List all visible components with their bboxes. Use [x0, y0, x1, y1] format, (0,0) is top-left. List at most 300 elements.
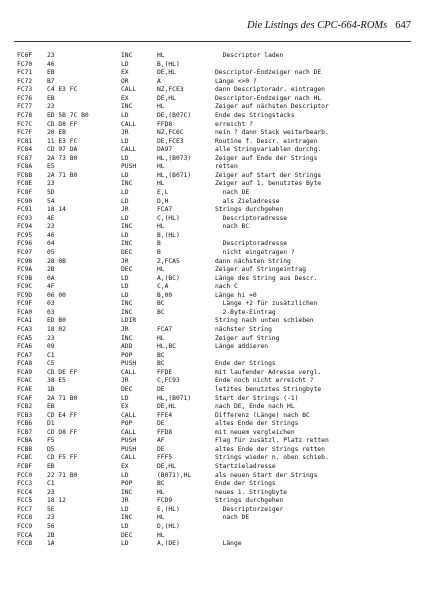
operand: HL: [157, 223, 165, 231]
comment: als Zieladresse: [215, 197, 280, 205]
opcode-bytes: 5D: [47, 189, 55, 196]
address: FC70: [17, 60, 33, 68]
mnemonic: DEC: [121, 248, 133, 256]
address: FCBA: [17, 437, 33, 445]
address: FC77: [17, 103, 33, 111]
mnemonic: INC: [121, 300, 133, 308]
opcode-bytes: 18 12: [47, 497, 66, 505]
address: FC96: [17, 240, 33, 248]
opcode-bytes: 18 02: [47, 326, 66, 333]
listing-row: [17, 189, 417, 198]
listing-row: [17, 360, 417, 369]
address: FC9D: [17, 291, 33, 299]
comment: Strings durchgehen: [215, 497, 284, 505]
comment: dann nächsten String: [215, 257, 291, 265]
comment: Flag für zusätzl. Platz retten: [215, 437, 329, 445]
address: FCA9: [17, 368, 33, 376]
listing-row: [17, 429, 417, 438]
address: FCA5: [17, 334, 33, 342]
comment: Ende der Strings: [215, 480, 276, 488]
opcode-bytes: 0A: [47, 274, 55, 282]
address: FCC7: [17, 505, 33, 513]
listing-row: [17, 472, 417, 481]
operand: BC: [157, 308, 165, 316]
address: FCC4: [17, 488, 33, 496]
comment: Zeiger auf Start der Strings: [215, 171, 322, 179]
opcode-bytes: 54: [47, 197, 55, 205]
operand: B,(HL): [157, 231, 180, 239]
mnemonic: DEC: [121, 266, 133, 274]
listing-row: [17, 232, 417, 241]
opcode-bytes: CD DE FF: [47, 368, 78, 376]
opcode-bytes: CD F5 FF: [47, 454, 78, 462]
listing-row: [17, 412, 417, 421]
comment: erreicht ?: [215, 120, 253, 128]
mnemonic: LD: [121, 283, 129, 291]
operand: B: [157, 240, 161, 248]
listing-row: [17, 69, 417, 78]
comment: nicht eingetragen ?: [215, 248, 295, 256]
address: FC91: [17, 206, 33, 214]
operand: DE,HL: [157, 69, 176, 77]
operand: HL: [157, 266, 165, 274]
comment: nach DE, Ende nach HL: [215, 403, 295, 411]
mnemonic: CALL: [121, 146, 137, 154]
listing-row: [17, 249, 417, 258]
mnemonic: LD: [121, 171, 129, 179]
operand: HL,(B071): [157, 171, 192, 179]
comment: mit neuem vergleichen: [215, 428, 295, 436]
comment: altes Ende der Strings retten: [215, 445, 325, 453]
operand: HL: [157, 163, 165, 171]
comment: Länge +2 für zusätzlichen: [215, 300, 318, 308]
listing-row: [17, 480, 417, 489]
address: FC9B: [17, 274, 33, 282]
address: FC72: [17, 77, 33, 85]
address: FCB6: [17, 420, 33, 428]
opcode-bytes: 09: [47, 343, 55, 351]
mnemonic: DEC: [121, 531, 133, 539]
address: FC90: [17, 197, 33, 205]
comment: nach BC: [215, 223, 250, 231]
listing-row: [17, 172, 417, 181]
operand: DE,HL: [157, 94, 176, 102]
opcode-bytes: 1B: [47, 385, 55, 393]
operand: BC: [157, 480, 165, 488]
listing-row: [17, 86, 417, 95]
address: FCCA: [17, 531, 33, 539]
operand: BC: [157, 300, 165, 308]
listing-row: [17, 163, 417, 172]
address: FCAF: [17, 394, 33, 402]
opcode-bytes: 06 00: [47, 291, 66, 299]
address: FCC5: [17, 497, 33, 505]
address: FC97: [17, 248, 33, 256]
mnemonic: PUSH: [121, 360, 137, 368]
opcode-bytes: 2A 73 B0: [47, 154, 78, 162]
operand: C,A: [157, 283, 169, 291]
opcode-bytes: D5: [47, 445, 55, 453]
operand: HL: [157, 180, 165, 188]
opcode-bytes: 46: [47, 60, 55, 68]
comment: Descriptorzeiger: [215, 505, 284, 513]
comment: nach C: [215, 283, 238, 291]
mnemonic: LD: [121, 274, 129, 282]
listing-row: [17, 103, 417, 112]
mnemonic: INC: [121, 52, 133, 59]
operand: HL,(B073): [157, 154, 192, 162]
mnemonic: LD: [121, 60, 129, 68]
address: FCCB: [17, 540, 33, 548]
address: FC9C: [17, 283, 33, 291]
comment: Routine f. Descr. eintragen: [215, 137, 318, 145]
listing-row: [17, 52, 417, 61]
comment: nächster String: [215, 326, 272, 333]
listing-row: [17, 138, 417, 147]
opcode-bytes: E5: [47, 163, 55, 171]
mnemonic: LD: [121, 111, 129, 119]
operand: E,L: [157, 189, 169, 196]
listing-row: [17, 275, 417, 284]
operand: DE: [157, 445, 165, 453]
comment: dann Descriptoradr. eintragen: [215, 86, 325, 94]
address: FC6F: [17, 52, 33, 59]
opcode-bytes: ED B0: [47, 317, 66, 325]
address: FCA1: [17, 317, 33, 325]
mnemonic: LD: [121, 505, 129, 513]
mnemonic: PUSH: [121, 163, 137, 171]
listing-row: [17, 377, 417, 386]
address: FC94: [17, 223, 33, 231]
comment: Zeiger auf 1. benutztes Byte: [215, 180, 322, 188]
address: FC7C: [17, 120, 33, 128]
operand: BC: [157, 360, 165, 368]
operand: A: [157, 77, 161, 85]
operand: AF: [157, 437, 165, 445]
operand: FFE4: [157, 411, 173, 419]
opcode-bytes: 18 14: [47, 206, 66, 214]
operand: A,(DE): [157, 540, 180, 548]
address: FCB7: [17, 428, 33, 436]
mnemonic: POP: [121, 480, 133, 488]
opcode-bytes: 04: [47, 240, 55, 248]
comment: nach DE: [215, 514, 250, 522]
mnemonic: LD: [121, 137, 129, 145]
mnemonic: LD: [121, 522, 129, 530]
operand: DE,HL: [157, 463, 176, 470]
operand: HL,BC: [157, 343, 176, 351]
operand: DE,FCE3: [157, 137, 184, 145]
opcode-bytes: 4E: [47, 214, 55, 222]
operand: HL,(B071): [157, 394, 192, 402]
operand: BC: [157, 351, 165, 359]
opcode-bytes: ED 5B 7C B0: [47, 111, 89, 119]
opcode-bytes: 20 EB: [47, 129, 66, 137]
comment: 2-Byte-Eintrag: [215, 308, 276, 316]
comment: Ende des Stringstacks: [215, 111, 295, 119]
address: FC76: [17, 94, 33, 102]
address: FC9F: [17, 300, 33, 308]
address: FCA8: [17, 360, 33, 368]
mnemonic: INC: [121, 514, 133, 522]
comment: Strings wieder n. oben schieb.: [215, 454, 329, 462]
comment: Descriptoradresse: [215, 240, 288, 248]
mnemonic: LD: [121, 291, 129, 299]
mnemonic: INC: [121, 334, 133, 342]
mnemonic: CALL: [121, 368, 137, 376]
comment: neues 1. Stringbyte: [215, 488, 288, 496]
address: FCAE: [17, 385, 33, 393]
address: FC93: [17, 214, 33, 222]
opcode-bytes: 38 E5: [47, 377, 66, 385]
comment: retten: [215, 163, 238, 171]
operand: FFD8: [157, 120, 173, 128]
operand: HL: [157, 514, 165, 522]
listing-row: [17, 437, 417, 446]
operand: D,(HL): [157, 522, 180, 530]
operand: DA97: [157, 146, 173, 154]
comment: letztes benutztes Stringbyte: [215, 385, 322, 393]
operand: FCA7: [157, 206, 173, 214]
listing-row: [17, 446, 417, 455]
comment: Descriptor-Endzeiger nach HL: [215, 94, 322, 102]
operand: B: [157, 248, 161, 256]
address: FCA6: [17, 343, 33, 351]
listing-row: [17, 300, 417, 309]
mnemonic: EX: [121, 403, 129, 411]
listing-row: [17, 326, 417, 335]
comment: nach DE: [215, 189, 250, 196]
mnemonic: EX: [121, 463, 129, 470]
listing-row: [17, 454, 417, 463]
opcode-bytes: C4 E3 FC: [47, 86, 78, 94]
listing-row: [17, 180, 417, 189]
opcode-bytes: EB: [47, 463, 55, 470]
opcode-bytes: CD E4 FF: [47, 411, 78, 419]
mnemonic: CALL: [121, 86, 137, 94]
comment: mit laufender Adresse vergl.: [215, 368, 322, 376]
listing-row: [17, 352, 417, 361]
listing-row: [17, 386, 417, 395]
address: FC8E: [17, 180, 33, 188]
comment: Länge <>0 ?: [215, 77, 257, 85]
mnemonic: LD: [121, 231, 129, 239]
address: FCC8: [17, 514, 33, 522]
mnemonic: INC: [121, 103, 133, 111]
address: FCBF: [17, 463, 33, 470]
operand: D,H: [157, 197, 169, 205]
address: FCA0: [17, 308, 33, 316]
operand: B,(HL): [157, 60, 180, 68]
mnemonic: DEC: [121, 385, 133, 393]
comment: Startzieladresse: [215, 463, 276, 470]
mnemonic: LD: [121, 189, 129, 196]
opcode-bytes: 5E: [47, 505, 55, 513]
operand: FCD9: [157, 497, 173, 505]
listing-row: [17, 155, 417, 164]
mnemonic: INC: [121, 488, 133, 496]
operand: HL: [157, 488, 165, 496]
opcode-bytes: C1: [47, 480, 55, 488]
opcode-bytes: EB: [47, 94, 55, 102]
comment: String nach unten schieben: [215, 317, 314, 325]
mnemonic: JR: [121, 326, 129, 333]
listing-row: [17, 420, 417, 429]
page-number: 647: [395, 20, 411, 31]
mnemonic: JR: [121, 497, 129, 505]
opcode-bytes: D1: [47, 420, 55, 428]
listing-row: [17, 540, 417, 549]
comment: Länge hi =0: [215, 291, 257, 299]
address: FCC3: [17, 480, 33, 488]
opcode-bytes: EB: [47, 403, 55, 411]
operand: A,(BC): [157, 274, 180, 282]
listing-row: [17, 335, 417, 344]
mnemonic: POP: [121, 351, 133, 359]
listing-row: [17, 395, 417, 404]
mnemonic: LD: [121, 471, 129, 479]
mnemonic: LD: [121, 154, 129, 162]
listing-row: [17, 78, 417, 87]
mnemonic: INC: [121, 240, 133, 248]
opcode-bytes: 2A 71 B0: [47, 394, 78, 402]
mnemonic: JR: [121, 129, 129, 137]
listing-row: [17, 463, 417, 472]
mnemonic: ADD: [121, 343, 133, 351]
opcode-bytes: 1A: [47, 540, 55, 548]
listing-row: [17, 309, 417, 318]
comment: Ende noch nicht erreicht ?: [215, 377, 314, 385]
comment: Descriptor laden: [215, 52, 284, 59]
operand: NZ,FCE3: [157, 86, 184, 94]
operand: E,(HL): [157, 505, 180, 513]
listing-row: [17, 532, 417, 541]
comment: Zeiger auf String: [215, 334, 280, 342]
mnemonic: LD: [121, 540, 129, 548]
address: FC87: [17, 154, 33, 162]
opcode-bytes: CD D8 FF: [47, 428, 78, 436]
opcode-bytes: 23: [47, 334, 55, 342]
mnemonic: EX: [121, 94, 129, 102]
listing-row: [17, 283, 417, 292]
running-title: Die Listings des CPC-664-ROMs: [246, 20, 388, 31]
listing-row: [17, 95, 417, 104]
address: FC9A: [17, 266, 33, 274]
listing-row: [17, 523, 417, 532]
mnemonic: CALL: [121, 428, 137, 436]
comment: als neuen Start der Strings: [215, 471, 318, 479]
operand: DE: [157, 385, 165, 393]
comment: Differenz (Länge) nach BC: [215, 411, 310, 419]
comment: Descriptoradresse: [215, 214, 288, 222]
opcode-bytes: 23: [47, 103, 55, 111]
assembly-listing: [17, 52, 417, 549]
opcode-bytes: C5: [47, 360, 55, 368]
mnemonic: CALL: [121, 454, 137, 462]
comment: Start der Strings (-1): [215, 394, 299, 402]
opcode-bytes: 23: [47, 52, 55, 59]
opcode-bytes: F5: [47, 437, 55, 445]
listing-row: [17, 129, 417, 138]
address: FCB3: [17, 411, 33, 419]
comment: Länge: [215, 540, 242, 548]
address: FC78: [17, 111, 33, 119]
address: FC73: [17, 86, 33, 94]
address: FC71: [17, 69, 33, 77]
opcode-bytes: 03: [47, 308, 55, 316]
page-header: [0, 20, 411, 34]
opcode-bytes: 2B: [47, 266, 55, 274]
operand: FFF5: [157, 454, 173, 462]
mnemonic: LDIR: [121, 317, 137, 325]
listing-row: [17, 369, 417, 378]
operand: HL: [157, 531, 165, 539]
operand: C,(HL): [157, 214, 180, 222]
mnemonic: POP: [121, 420, 133, 428]
listing-row: [17, 121, 417, 130]
opcode-bytes: EB: [47, 69, 55, 77]
operand: FFD8: [157, 428, 173, 436]
mnemonic: LD: [121, 214, 129, 222]
comment: alle Stringvariablen durchg.: [215, 146, 322, 154]
operand: (B071),HL: [157, 471, 192, 479]
listing-row: [17, 146, 417, 155]
mnemonic: INC: [121, 308, 133, 316]
operand: NZ,FC6C: [157, 129, 184, 137]
comment: altes Ende der Strings: [215, 420, 299, 428]
listing-row: [17, 112, 417, 121]
header-rule: [14, 41, 411, 42]
opcode-bytes: B7: [47, 77, 55, 85]
address: FC8F: [17, 189, 33, 196]
operand: FCA7: [157, 326, 173, 333]
comment: nein ? dann Stack weiterbearb.: [215, 129, 329, 137]
listing-row: [17, 258, 417, 267]
mnemonic: EX: [121, 69, 129, 77]
comment: Zeiger auf nächsten Descriptor: [215, 103, 329, 111]
address: FCA7: [17, 351, 33, 359]
mnemonic: OR: [121, 77, 129, 85]
address: FCBC: [17, 454, 33, 462]
listing-row: [17, 317, 417, 326]
operand: DE,(B07C): [157, 111, 192, 119]
address: FCC9: [17, 522, 33, 530]
listing-row: [17, 514, 417, 523]
operand: DE: [157, 420, 165, 428]
mnemonic: JR: [121, 206, 129, 214]
address: FC8A: [17, 163, 33, 171]
comment: Ende der Strings: [215, 360, 276, 368]
listing-row: [17, 198, 417, 207]
listing-row: [17, 240, 417, 249]
comment: Zeiger auf Stringeintrag: [215, 266, 306, 274]
comment: Länge addieren: [215, 343, 269, 351]
address: FC8B: [17, 171, 33, 179]
listing-row: [17, 215, 417, 224]
listing-row: [17, 292, 417, 301]
opcode-bytes: 2B: [47, 531, 55, 539]
mnemonic: JR: [121, 377, 129, 385]
opcode-bytes: 03: [47, 300, 55, 308]
listing-row: [17, 266, 417, 275]
opcode-bytes: C1: [47, 351, 55, 359]
mnemonic: PUSH: [121, 445, 137, 453]
listing-row: [17, 61, 417, 70]
opcode-bytes: 28 0B: [47, 257, 66, 265]
opcode-bytes: 22 71 B0: [47, 471, 78, 479]
opcode-bytes: 46: [47, 231, 55, 239]
mnemonic: JR: [121, 257, 129, 265]
